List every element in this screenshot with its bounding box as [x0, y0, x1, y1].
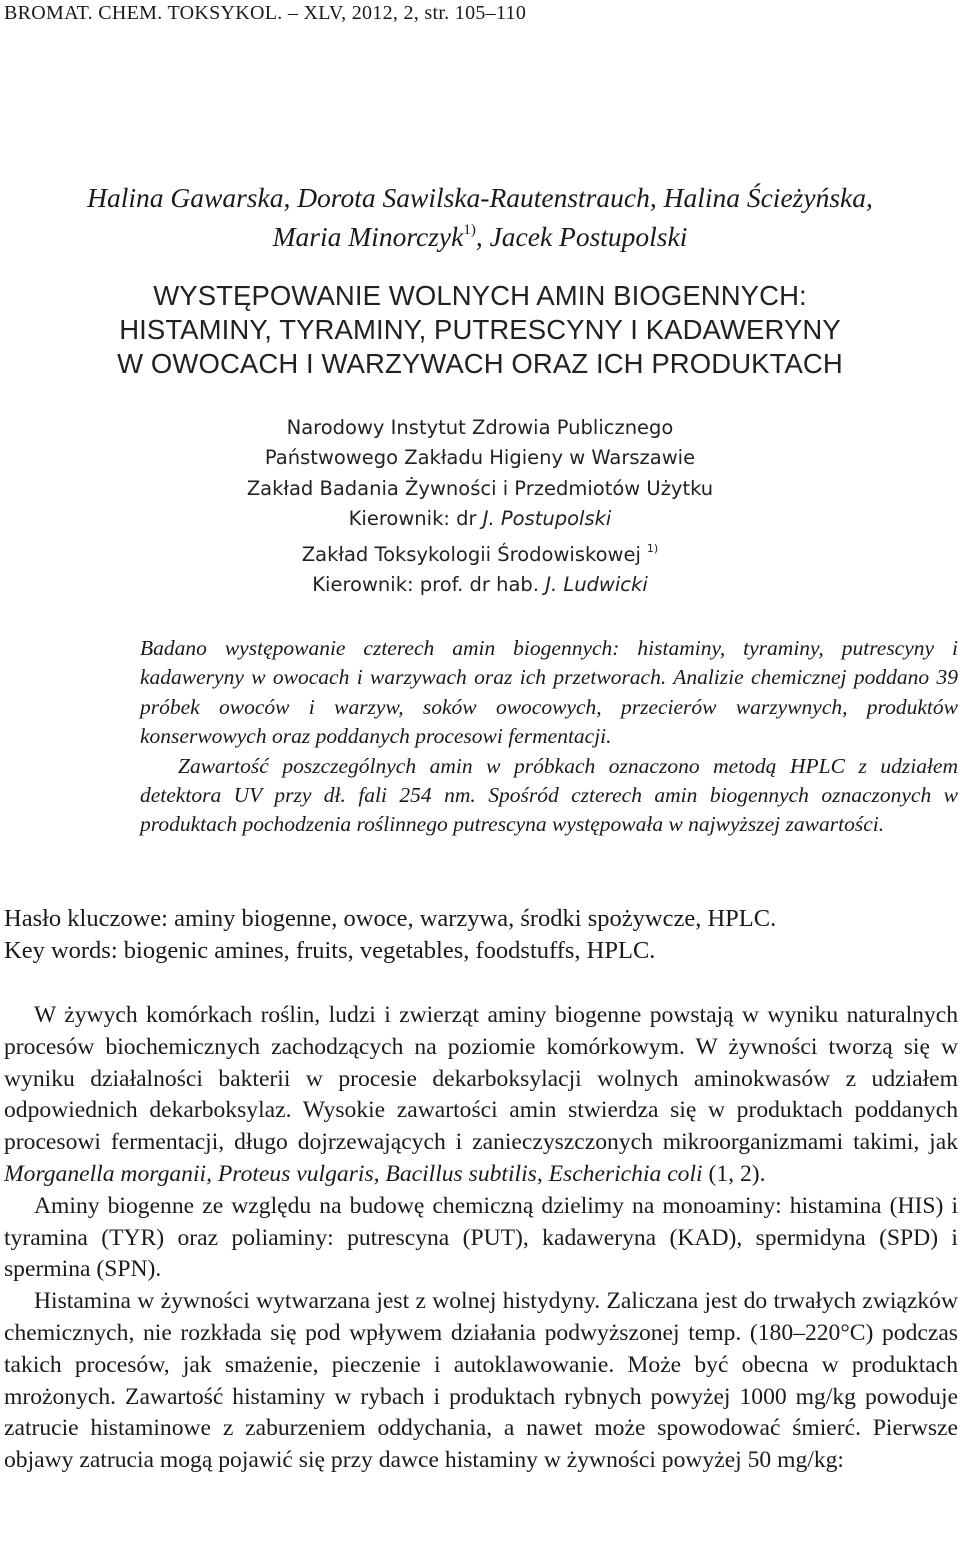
body-text — [4, 1000, 958, 1477]
body-paragraph-3: Histamina w żywności wytwarzana jest z wolnej histydyny. Zaliczana jest do trwałych związków chemicznych, nie rozkłada się pod wpływem działania podwyższonej temp. (180–220°C) podczas takich procesów, jak smażenie, pieczenie i autoklawowanie. Może być obecna w produktach mrożonych. Zawartość histaminy w rybach i produktach rybnych powyżej 1000 mg/kg powoduje zatrucie histaminowe z zaburzeniem oddychania, a nawet może spowodować śmierć. Pierwsze objawy zatrucia mogą pojawić się przy dawce histaminy w żywności powyżej 50 mg/kg: — [4, 1288, 958, 1474]
abstract-paragraph-1: Badano występowanie czterech amin biogennych: histaminy, tyraminy, putrescyny i kadaweryny w owocach i warzywach oraz ich przetworach. Analizie chemicznej poddano 39 próbek owoców i warzyw, soków owocowych, przecierów warzywnych, produktów konserwowych oraz poddanych procesowi fermentacji. — [140, 636, 958, 749]
keywords-polish: Hasło kluczowe: aminy biogenne, owoce, warzywa, środki spożywcze, HPLC. — [4, 905, 777, 932]
title-line-1: WYSTĘPOWANIE WOLNYCH AMIN BIOGENNYCH: — [153, 280, 807, 311]
abstract-paragraph-2: Zawartość poszczególnych amin w próbkach oznaczono metodą HPLC z udziałem detektora UV przy dł. fali 254 nm. Spośród czterech amin biogennych oznaczonych w produktach pochodzenia roślinnego putrescyna występowała w najwyższej zawartości. — [140, 753, 958, 837]
body-paragraph-2: Aminy biogenne ze względu na budowę chemiczną dzielimy na monoaminy: histamina (HIS) i tyramina (TYR) oraz poliaminy: putrescyna (PUT), kadaweryna (KAD), spermidyna (SPD) i spermina (SPN). — [4, 1192, 958, 1283]
head-name: J. Ludwicki — [545, 573, 648, 597]
keywords-block — [4, 903, 960, 967]
affiliation-marker: 1) — [646, 542, 659, 556]
citation: (1, 2). — [702, 1160, 766, 1187]
author-list — [0, 182, 960, 253]
species-names: Morganella morganii, Proteus vulgaris, Bacillus subtilis, Escherichia coli — [4, 1160, 703, 1187]
author-minorczyk: Maria Minorczyk — [272, 221, 464, 252]
institute-name: Narodowy Instytut Zdrowia Publicznego — [286, 416, 674, 439]
keywords-english: Key words: biogenic amines, fruits, vegetables, foodstuffs, HPLC. — [4, 937, 656, 964]
department-1: Zakład Badania Żywności i Przedmiotów Użytku — [246, 476, 714, 500]
head-name: J. Postupolski — [482, 506, 612, 530]
department-2-name: Zakład Toksykologii Środowiskowej — [301, 543, 641, 567]
journal-reference: BROMAT. CHEM. TOKSYKOL. – XLV, 2012, 2, str. 105–110 — [4, 2, 527, 24]
body-paragraph-1 — [4, 1000, 958, 1191]
department-2 — [0, 534, 960, 570]
title-line-3: W OWOCACH I WARZYWACH ORAZ ICH PRODUKTACH — [117, 348, 843, 379]
abstract — [140, 634, 958, 840]
title-line-2: HISTAMINY, TYRAMINY, PUTRESCYNY I KADAWERYNY — [119, 314, 841, 345]
paper-title — [0, 279, 960, 381]
author-postupolski: , Jacek Postupolski — [475, 221, 688, 252]
department-2-head — [0, 570, 960, 600]
paragraph-text: W żywych komórkach roślin, ludzi i zwierząt aminy biogenne powstają w wyniku naturalnych procesów biochemicznych zachodzących na poziomie komórkowym. W żywności tworzą się w wyniku działalności bakterii w procesie dekarboksylacji wolnych aminokwasów z udziałem odpowiednich dekarboksylaz. Wysokie zawartości amin stwierdza się w produktach poddanych procesowi fermentacji, długo dojrzewających i zanieczyszczonych mikroorganizmami takimi, jak — [4, 1002, 958, 1156]
affiliation-block — [0, 413, 960, 601]
authors-line-1: Halina Gawarska, Dorota Sawilska-Rautenstrauch, Halina Ścieżyńska, — [87, 182, 873, 213]
affiliation-marker: 1) — [463, 222, 476, 238]
department-1-head — [0, 504, 960, 534]
head-label: Kierownik: prof. dr hab. — [312, 573, 546, 597]
institute-name-2: Państwowego Zakładu Higieny w Warszawie — [264, 446, 696, 470]
head-label: Kierownik: dr — [348, 506, 483, 530]
authors-line-2 — [0, 214, 960, 253]
